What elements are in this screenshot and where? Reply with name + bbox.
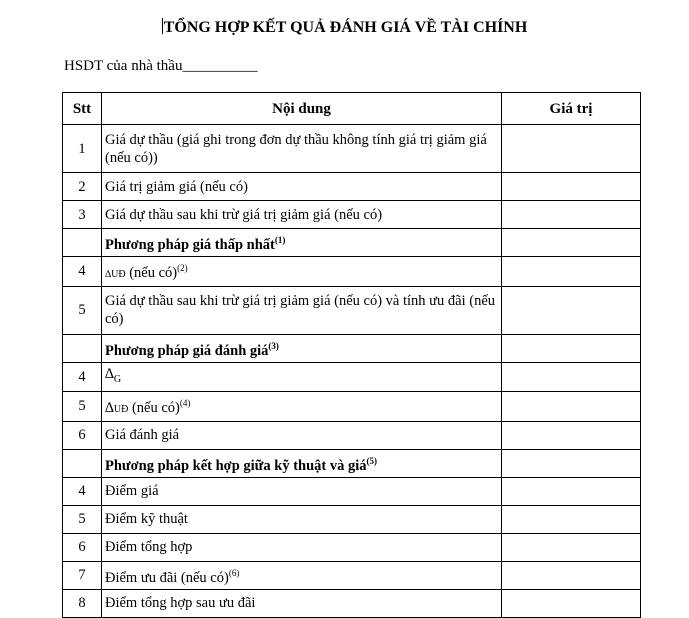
table-row [63,561,641,589]
table-row [63,257,641,287]
stt-cell: 1 [63,125,102,173]
content-cell: Điểm kỹ thuật [102,505,502,533]
stt-cell [63,449,102,477]
value-cell[interactable] [502,533,641,561]
content-cell: ∆UĐ (nếu có)$^{(2)}$ [102,257,502,287]
stt-cell: 8 [63,589,102,617]
content-cell: Điểm tổng hợp sau ưu đãi [102,589,502,617]
content-cell: ∆UĐ (nếu có)$^{(4)}$ [102,391,502,421]
header-stt: Stt [63,93,102,125]
table-row [63,505,641,533]
hsdt-label: HSDT của nhà thầu__________ [64,58,258,74]
value-cell[interactable] [502,125,641,173]
value-cell[interactable] [502,362,641,391]
section-heading: Phương pháp kết hợp giữa kỹ thuật và giá$^{(5)}$ [102,449,502,477]
value-cell[interactable] [502,391,641,421]
content-cell: Giá dự thầu (giá ghi trong đơn dự thầu không tính giá trị giảm giá (nếu có)) [102,125,502,173]
stt-cell: 5 [63,505,102,533]
content-cell: Giá trị giảm giá (nếu có) [102,173,502,201]
stt-cell: 5 [63,286,102,334]
finance-summary-table [62,92,641,618]
stt-cell [63,229,102,257]
table-row [63,286,641,334]
value-cell[interactable] [502,257,641,287]
document-title [0,18,689,37]
stt-cell: 4 [63,477,102,505]
value-cell[interactable] [502,229,641,257]
section-row-combined [63,449,641,477]
content-cell: Điểm ưu đãi (nếu có)$^{(6)}$ [102,561,502,589]
table-row [63,421,641,449]
stt-cell: 3 [63,201,102,229]
stt-cell: 4 [63,362,102,391]
value-cell[interactable] [502,286,641,334]
table-row [63,173,641,201]
stt-cell: 6 [63,421,102,449]
content-cell: Điểm giá [102,477,502,505]
table-row [63,533,641,561]
value-cell[interactable] [502,477,641,505]
table-row [63,362,641,391]
value-cell[interactable] [502,449,641,477]
section-heading: Phương pháp giá thấp nhất$^{(1)}$ [102,229,502,257]
table-header [63,93,641,125]
value-cell[interactable] [502,561,641,589]
table-row [63,391,641,421]
section-row-evaluated-price [63,334,641,362]
content-cell: $\Delta_G$ [102,362,502,391]
stt-cell: 4 [63,257,102,287]
section-row-lowest-price [63,229,641,257]
value-cell[interactable] [502,201,641,229]
stt-cell: 6 [63,533,102,561]
stt-cell: 2 [63,173,102,201]
value-cell[interactable] [502,421,641,449]
header-value: Giá trị [502,93,641,125]
value-cell[interactable] [502,173,641,201]
stt-cell: 5 [63,391,102,421]
content-cell: Điểm tổng hợp [102,533,502,561]
title-text: TỔNG HỢP KẾT QUẢ ĐÁNH GIÁ VỀ TÀI CHÍNH [163,19,528,36]
value-cell[interactable] [502,334,641,362]
stt-cell: 7 [63,561,102,589]
table-row [63,589,641,617]
content-cell: Giá dự thầu sau khi trừ giá trị giảm giá (nếu có) [102,201,502,229]
section-heading: Phương pháp giá đánh giá$^{(3)}$ [102,334,502,362]
header-content: Nội dung [102,93,502,125]
content-cell: Giá dự thầu sau khi trừ giá trị giảm giá (nếu có) và tính ưu đãi (nếu có) [102,286,502,334]
stt-cell [63,334,102,362]
value-cell[interactable] [502,589,641,617]
table-row [63,201,641,229]
table-row [63,125,641,173]
value-cell[interactable] [502,505,641,533]
table-row [63,477,641,505]
content-cell: Giá đánh giá [102,421,502,449]
text-cursor [162,18,163,34]
